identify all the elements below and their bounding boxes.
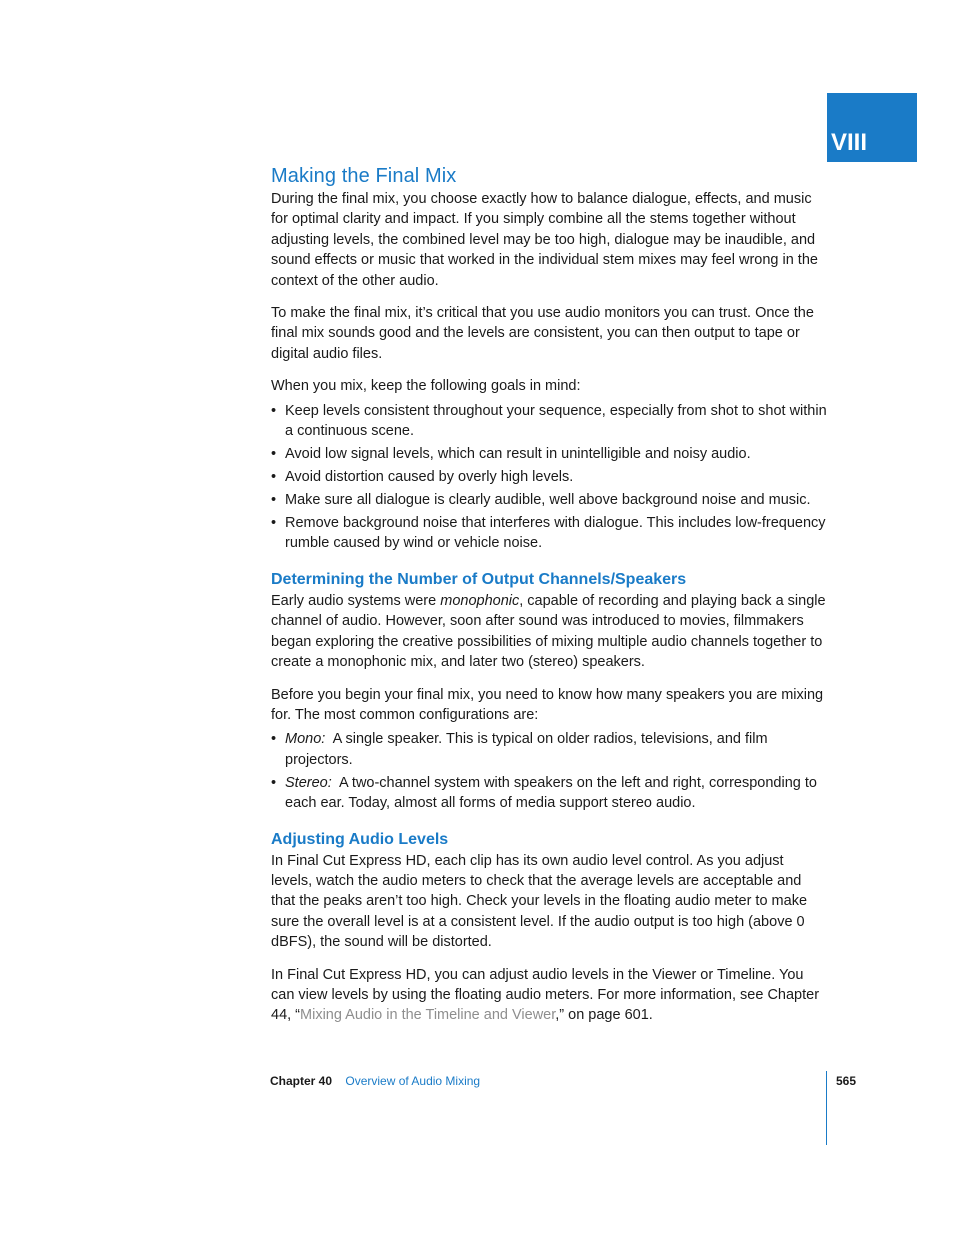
list-item xyxy=(271,773,827,814)
config-list xyxy=(271,729,827,813)
goals-list xyxy=(271,401,827,554)
emphasis: monophonic xyxy=(440,592,520,609)
list-item xyxy=(271,729,827,770)
paragraph: When you mix, keep the following goals in mind: xyxy=(271,378,581,395)
paragraph xyxy=(271,965,827,1026)
cross-reference-link[interactable]: Mixing Audio in the Timeline and Viewer xyxy=(300,1007,556,1024)
paragraph: During the final mix, you choose exactly how to balance dialogue, effects, and music for optimal clarity and impact. If you simply combine all the stems together without adjusting levels, the combined level may be too high, dialogue may be inaudible, and sound effects or music that worked in the individual stem mixes may feel wrong in the context of the other audio. xyxy=(271,191,818,289)
text: A single speaker. This is typical on older radios, televisions, and film projectors. xyxy=(285,731,768,768)
term: Stereo: xyxy=(285,774,332,791)
page-content xyxy=(271,160,827,1038)
subsection-title: Determining the Number of Output Channels/Speakers xyxy=(271,570,687,588)
footer xyxy=(270,1073,480,1089)
paragraph xyxy=(271,591,827,673)
footer-divider xyxy=(826,1071,827,1145)
paragraph: In Final Cut Express HD, each clip has its own audio level control. As you adjust levels, watch the audio meters to check that the average levels are acceptable and that the peaks aren’t too high. Check your levels in the floating audio meter to make sure the overall level is at a consistent level. If the audio output is too high (above 0 dBFS), the sound will be distorted. xyxy=(271,852,808,951)
part-tab: VIII xyxy=(827,93,917,162)
paragraph: Before you begin your final mix, you need to know how many speakers you are mixing for. The most common configurations are: xyxy=(271,686,824,723)
paragraph: To make the final mix, it’s critical that you use audio monitors you can trust. Once the final mix sounds good and the levels are consistent, you can then output to tape or digital audio files. xyxy=(271,305,814,362)
section-title: Making the Final Mix xyxy=(271,165,457,187)
list-item: • Avoid distortion caused by overly high levels. xyxy=(271,467,827,487)
text: , capable of recording and playing back a single channel of audio. However, soon after sound was introduced to movies, filmmakers began exploring the creative possibilities of mixing multiple audio channels together to create a monophonic mix, and later two (stereo) speakers. xyxy=(271,592,826,671)
list-item: • Make sure all dialogue is clearly audible, well above background noise and music. xyxy=(271,490,827,510)
text: A two-channel system with speakers on the left and right, corresponding to each ear. Today, almost all forms of media support stereo audio. xyxy=(285,774,817,812)
subsection-title: Adjusting Audio Levels xyxy=(271,830,449,848)
list-item: • Keep levels consistent throughout your sequence, especially from shot to shot within a continuous scene. xyxy=(271,401,827,442)
list-item: • Avoid low signal levels, which can result in unintelligible and noisy audio. xyxy=(271,444,827,464)
chapter-title-link[interactable]: Overview of Audio Mixing xyxy=(345,1074,481,1088)
text: Early audio systems were xyxy=(271,592,441,609)
chapter-label: Chapter 40 xyxy=(270,1074,333,1088)
term: Mono: xyxy=(285,731,326,748)
text: In Final Cut Express HD, you can adjust audio levels in the Viewer or Timeline. You can view levels by using the floating audio meters. For more information, see Chapter 44, “ xyxy=(271,966,820,1024)
list-item: • Remove background noise that interferes with dialogue. This includes low-frequency rumble caused by wind or vehicle noise. xyxy=(271,513,827,554)
text: ,” on page 601. xyxy=(555,1007,653,1024)
page-number: 565 xyxy=(836,1074,857,1088)
